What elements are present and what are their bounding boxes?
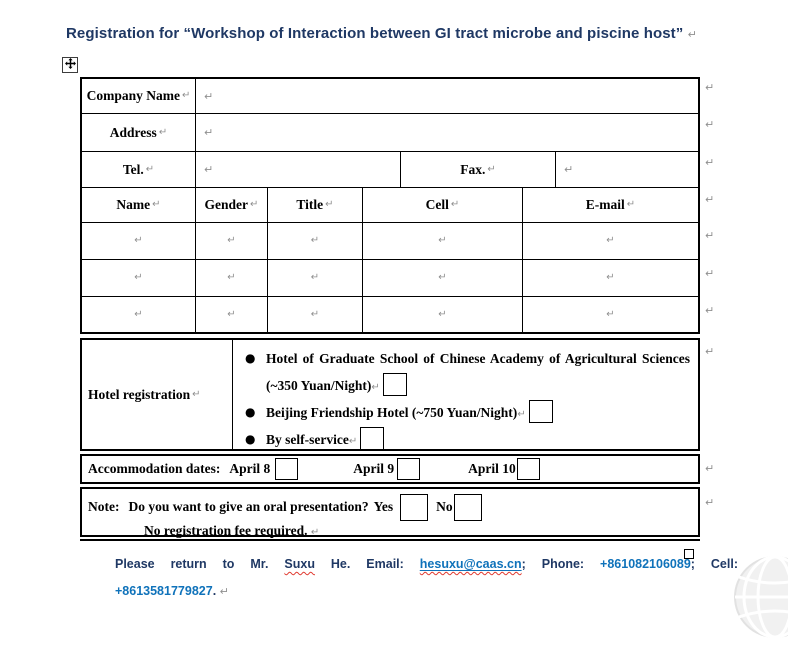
cell-mark: ↵	[250, 199, 259, 210]
table-move-handle[interactable]	[62, 57, 78, 73]
row-end-mark: ↵	[705, 156, 715, 169]
cell-number: +8613581779827	[115, 584, 213, 598]
hotel-options	[233, 340, 698, 449]
contact-header-row	[82, 187, 698, 222]
contact-empty-row	[82, 222, 698, 259]
contact-name: Suxu	[284, 557, 315, 571]
cell-mark: ↵	[626, 199, 636, 210]
hotel-option-graduate-school: ● Hotel of Graduate School of Chinese Academy of Agricultural Sciences (~350 Yuan/Night)↵	[233, 345, 690, 399]
date-april-9-label: April 9	[353, 461, 395, 476]
hotel-option-2-checkbox[interactable]	[529, 400, 553, 423]
title-input-cell[interactable]: ↵	[267, 223, 362, 259]
cell-input-cell[interactable]: ↵	[362, 260, 522, 296]
email-link[interactable]: hesuxu@caas.cn	[419, 557, 522, 571]
page-title	[66, 25, 766, 42]
date-april-10-label: April 10	[468, 461, 516, 476]
cell-mark: ↵	[564, 163, 574, 176]
contact-empty-row	[82, 296, 698, 332]
company-row	[82, 79, 698, 113]
title-input-cell[interactable]: ↵	[267, 297, 362, 332]
yes-label: Yes	[373, 499, 394, 514]
tel-fax-row	[82, 151, 698, 187]
company-name-input-cell[interactable]	[195, 79, 698, 113]
note-section	[80, 487, 700, 537]
row-end-mark: ↵	[705, 118, 715, 131]
table-bottom-double-border	[80, 539, 700, 541]
cell-mark: ↵	[181, 90, 191, 101]
yes-checkbox[interactable]	[400, 494, 428, 521]
row-end-mark: ↵	[705, 193, 715, 206]
company-name-label: Company Name ↵	[86, 88, 191, 103]
accommodation-dates-section	[80, 454, 700, 484]
bullet-icon: ●	[245, 432, 256, 446]
name-input-cell[interactable]: ↵	[134, 235, 143, 246]
footer-line-1: Please return to Mr. Suxu He. Email: hesuxu@caas.cn; Phone: +861082106089; Cell:	[115, 557, 738, 571]
globe-watermark-icon	[733, 555, 788, 650]
header-title: Title ↵	[267, 188, 362, 222]
gender-input-cell[interactable]: ↵	[195, 297, 267, 332]
date-april-10-checkbox[interactable]	[517, 458, 540, 480]
header-gender: Gender ↵	[195, 188, 267, 222]
name-input-cell[interactable]: ↵	[134, 308, 143, 320]
address-row	[82, 113, 698, 151]
cell-mark: ↵	[204, 126, 214, 139]
title-input-cell[interactable]: ↵	[267, 260, 362, 296]
note-line2: No registration fee required. ↵	[144, 523, 320, 538]
row-end-mark: ↵	[705, 345, 715, 358]
tel-input-cell[interactable]	[195, 152, 400, 187]
contact-info-section	[80, 77, 700, 334]
hotel-option-3-checkbox[interactable]	[360, 427, 384, 450]
cell-mark: ↵	[152, 199, 161, 210]
cell-mark: ↵	[325, 199, 334, 210]
cell-mark: ↵	[204, 163, 214, 176]
cell-mark: ↵	[487, 163, 496, 175]
address-input-cell[interactable]	[195, 114, 698, 151]
page-title-text: Registration for “Workshop of Interaction between GI tract microbe and piscine host”	[66, 25, 684, 42]
row-end-mark: ↵	[705, 81, 715, 94]
oral-presentation-question: Do you want to give an oral presentation?	[128, 499, 369, 514]
address-label: Address ↵	[109, 124, 168, 140]
email-input-cell[interactable]: ↵	[522, 223, 698, 259]
fax-input-cell[interactable]	[555, 152, 698, 187]
header-name: Name ↵	[116, 197, 161, 212]
row-end-marks	[705, 0, 725, 613]
bullet-icon: ●	[245, 351, 256, 365]
gender-input-cell[interactable]: ↵	[195, 260, 267, 296]
email-input-cell[interactable]: ↵	[522, 260, 698, 296]
tel-label: Tel. ↵	[122, 161, 155, 177]
cell-mark: ↵	[450, 199, 460, 210]
header-email: E-mail ↵	[522, 188, 698, 222]
name-input-cell[interactable]: ↵	[134, 272, 143, 283]
hotel-option-self-service: ● By self-service↵	[233, 426, 690, 453]
contact-empty-row	[82, 259, 698, 296]
gender-input-cell[interactable]: ↵	[195, 223, 267, 259]
date-april-8-checkbox[interactable]	[275, 458, 298, 480]
date-april-9-checkbox[interactable]	[397, 458, 420, 480]
row-end-mark: ↵	[705, 462, 715, 475]
cell-mark: ↵	[145, 163, 155, 175]
row-end-mark: ↵	[705, 304, 715, 317]
bullet-icon: ●	[245, 405, 256, 419]
header-cell: Cell ↵	[362, 188, 522, 222]
registration-form-table	[80, 77, 700, 541]
cell-input-cell[interactable]: ↵	[362, 223, 522, 259]
phone-number: +861082106089	[600, 557, 691, 571]
hotel-option-1-checkbox[interactable]	[383, 373, 407, 396]
no-checkbox[interactable]	[454, 494, 482, 521]
cell-input-cell[interactable]: ↵	[362, 297, 522, 332]
date-april-8-label: April 8	[229, 461, 271, 476]
move-icon	[65, 56, 76, 74]
paragraph-mark: ↵	[687, 28, 697, 41]
fax-label: Fax. ↵	[400, 152, 555, 187]
accommodation-dates-label: Accommodation dates:	[88, 461, 221, 476]
row-end-mark: ↵	[705, 267, 715, 280]
note-label: Note:	[88, 499, 120, 514]
hotel-option-friendship-hotel: ● Beijing Friendship Hotel (~750 Yuan/Night)↵	[233, 399, 690, 426]
cell-mark: ↵	[158, 126, 168, 138]
hotel-registration-label: Hotel registration ↵	[82, 340, 233, 449]
email-input-cell[interactable]: ↵	[522, 297, 698, 332]
footer-line-2: +8613581779827. ↵	[115, 584, 229, 598]
row-end-mark: ↵	[705, 229, 715, 242]
hotel-registration-section	[80, 338, 700, 451]
footer-note	[115, 551, 738, 605]
cell-mark: ↵	[204, 89, 214, 103]
cell-mark: ↵	[192, 388, 201, 400]
row-end-mark: ↵	[705, 496, 715, 509]
email-link-wrap	[420, 557, 522, 571]
no-label: No	[436, 499, 453, 514]
